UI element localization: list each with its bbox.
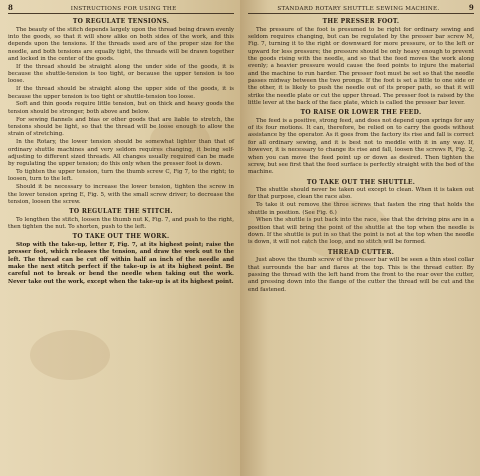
section-heading: TO RAISE OR LOWER THE FEED.: [300, 109, 422, 117]
paragraph: The feed is a positive, strong feed, and does not depend upon springs for any of its four motions. It can, therefore, be relied on to carry the goods without assistance by the operator. As it goes from the factory its rise and fall is correct for all ordinary sewing, and it is best not to meddle with it in any way. If, however, it is necessary to change its rise and fall, loosen the screws R, Fig. 2, when you can move the feed point up or down as desired. Then tighten the screw, but see first that the feed surface is perfectly straight with the bed of the machine.: [248, 117, 474, 176]
paragraph: Soft and thin goods require little tension, but on thick and heavy goods the tension should be stronger, both above and below.: [8, 101, 234, 115]
left-page-number: 8: [8, 3, 14, 12]
left-running-title: INSTRUCTIONS FOR USING THE: [70, 6, 177, 12]
paragraph: When the shuttle is put back into the race, see that the driving pins are in a position that will bring the point of the shuttle at the top when the needle is down. If the shuttle is put in so that the point is not at the top when the needle is down, it will not catch the loop, and no stitch will be formed.: [248, 217, 474, 246]
section-heading: TO REGULATE THE STITCH.: [69, 208, 173, 216]
paragraph: To take it out remove the three screws that fasten the ring that holds the shuttle in position. (See Fig. 6.): [248, 202, 474, 216]
paragraph: The pressure of the foot is presumed to be right for ordinary sewing and seldom requires changing, but can be regulated by the presser bar screw M, Fig. 7, turning it to the right or downward for more pressure, or to the left or upward for less pressure; the pressure should be only heavy enough to prevent the goods rising with the needle, and so that the feed moves the work along evenly; a heavier pressure would cause the feed points to injure the material and the machine to run harder. The presser foot must be set so that the needle passes midway between the two prongs. If the foot is set a little to one side or the other, it is likely to push the needle out of its proper path, so that it will strike the needle plate or cut the upper thread. The presser foot is raised by the little lever at the back of the face plate, which is called the presser bar lever.: [248, 26, 474, 106]
paragraph: The beauty of the stitch depends largely upon the thread being drawn evenly into the goods, so that it will show alike on both sides of the work, and this depends upon the tensions. If the threads used are of the proper size for the needle, and both tensions are equally tight, the threads will be drawn together and locked in the center of the goods.: [8, 26, 234, 62]
paragraph: Stop with the take-up, letter F, Fig. 7, at its highest point; raise the presser foot, which releases the tension, and draw the work out to the left. The thread can be cut off within half an inch of the needle and make the next stitch perfect if the take-up is at its highest point. Be careful not to break or bend the needle when taking out the work. Never take out the work, except when the take-up is at its highest point.: [8, 241, 234, 285]
section-heading: THE PRESSER FOOT.: [322, 18, 400, 25]
paragraph: For sewing flannels and bias or other goods that are liable to stretch, the tensions should be light, so that the thread will be loose enough to allow the strain of stretching.: [8, 116, 234, 138]
right-running-title: STANDARD ROTARY SHUTTLE SEWING MACHINE.: [277, 6, 440, 12]
left-running-head: [8, 3, 234, 14]
paragraph: If the thread should be straight along the upper side of the goods, it is because the upper tension is too tight or shuttle-tension too loose.: [8, 86, 234, 100]
paragraph: To lengthen the stitch, loosen the thumb nut K, Fig. 7, and push to the right, then tighten the nut. To shorten, push to the left.: [8, 216, 234, 231]
right-running-head: [248, 3, 474, 14]
paragraph: The shuttle should never be taken out except to clean. When it is taken out for that purpose, clean the race also.: [248, 187, 474, 201]
paragraph: To tighten the upper tension, turn the thumb screw C, Fig 7, to the right; to loosen, turn to the left.: [8, 169, 234, 183]
paragraph: Should it be necessary to increase the lower tension, tighten the screw in the lower tension spring E, Fig. 5, with the small screw driver; to decrease the tension, loosen the screw.: [8, 184, 234, 205]
right-page: [240, 0, 480, 476]
section-heading: TO REGULATE TENSIONS.: [72, 18, 170, 25]
section-heading: TO TAKE OUT THE WORK.: [72, 233, 170, 241]
paper-stain: [30, 330, 110, 380]
section-heading: THREAD CUTTER.: [327, 248, 395, 256]
section-heading: TO TAKE OUT THE SHUTTLE.: [306, 178, 416, 186]
paragraph: If the thread should be straight along the under side of the goods, it is because the shuttle-tension is too tight, or because the upper tension is too loose.: [8, 63, 234, 85]
right-page-number: 9: [468, 3, 474, 12]
paragraph: Just above the thumb screw of the presser bar will be seen a thin steel collar that surrounds the bar and flares at the top. This is the thread cutter. By passing the thread with the left hand from the front to the rear over the cutter, and pressing down into the flange of the cutter the thread will be cut and the end fastened.: [248, 257, 474, 293]
paragraph: In the Rotary, the lower tension should be somewhat lighter than that of ordinary shuttle machines and very seldom requires changing, it being self-adjusting to different sized threads. All changes usually required can be made by regulating the upper tension; do this only when the presser foot is down.: [8, 139, 234, 168]
